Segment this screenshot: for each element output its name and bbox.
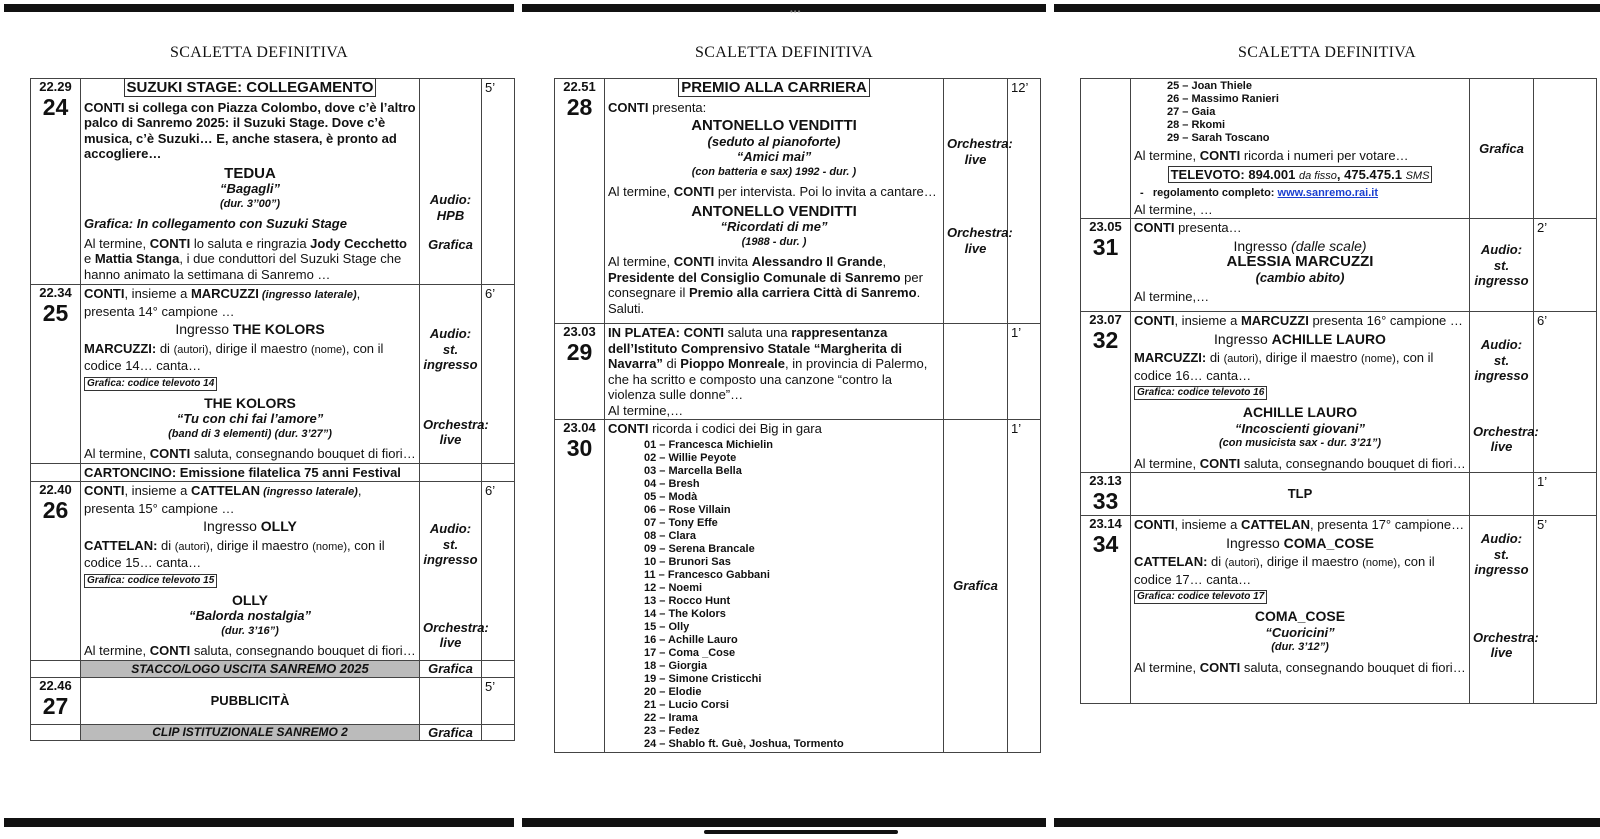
graphics-tag: Grafica: codice televoto 17	[1134, 590, 1267, 604]
time-cell: 22.40 26	[31, 482, 81, 661]
content-cell: 25 – Joan Thiele 26 – Massimo Ranieri 27 – Gaia 28 – Rkomi 29 – Sarah Toscano Al termine, CONTI ricorda i numeri per votare… TELEVOTO: 894.001 da fisso, 475.475.1 SMS - regolamento completo: www.sanremo.rai.it Al termine, …	[1131, 79, 1470, 219]
content-cell: CONTI, insieme a CATTELAN (ingresso laterale), presenta 15° campione … Ingresso OLLY CATTELAN: di (autori), dirige il maestro (nome), con il codice 15… canta… Grafica: codice televoto 15 OLLY “Balorda nostalgia” (dur. 3’16”) Al termine, CONTI saluta, consegnando bouquet di fiori…	[81, 482, 420, 661]
side-cell: Audio: st. ingresso	[1470, 219, 1534, 312]
content-cell: CONTI, insieme a CATTELAN, presenta 17° campione… Ingresso COMA_COSE CATTELAN: di (autori), dirige il maestro (nome), con il codice 17… canta… Grafica: codice televoto 17 COMA_COSE “Cuoricini” (dur. 3’12”) Al termine, CONTI saluta, consegnando bouquet di fiori…	[1131, 516, 1470, 704]
list-item: 17 – Coma _Cose	[644, 646, 736, 659]
duration-cell: 6’	[482, 285, 515, 464]
page2-bottom-bar	[522, 818, 1046, 827]
big-codes-list	[1134, 80, 1466, 145]
duration-cell: 1’	[1008, 324, 1041, 420]
list-item: 25 – Joan Thiele	[1167, 80, 1252, 92]
list-item: 23 – Fedez	[644, 724, 700, 737]
duration-cell: 5’	[482, 677, 515, 724]
stacco-label: STACCO/LOGO USCITA SANREMO 2025	[81, 660, 420, 677]
list-item: 09 – Serena Brancale	[644, 542, 755, 555]
table-row: STACCO/LOGO USCITA SANREMO 2025 Grafica	[31, 660, 515, 677]
duration-cell: 2’	[1534, 219, 1597, 312]
graphics-tag: Grafica: codice televoto 16	[1134, 386, 1267, 400]
page-title: SCALETTA DEFINITIVA	[170, 44, 348, 61]
schedule-table	[30, 78, 515, 741]
list-item: 12 – Noemi	[644, 581, 703, 594]
list-item: 10 – Brunori Sas	[644, 555, 731, 568]
side-cell: Audio: st. ingresso Orchestra: live	[1470, 516, 1534, 704]
table-row	[1081, 312, 1597, 473]
duration-cell: 5’	[1534, 516, 1597, 704]
page-title: SCALETTA DEFINITIVA	[1238, 44, 1416, 61]
duration-cell: 1’	[1534, 473, 1597, 516]
side-cell: Audio: st. ingresso Orchestra: live	[420, 482, 482, 661]
list-item: 22 – Irama	[644, 711, 698, 724]
time-cell: 22.34 25	[31, 285, 81, 464]
list-item: 29 – Sarah Toscano	[1167, 132, 1270, 144]
content-cell: CONTI, insieme a MARCUZZI (ingresso laterale), presenta 14° campione … Ingresso THE KOLORS MARCUZZI: di (autori), dirige il maestro (nome), con il codice 14… canta… Grafica: codice televoto 14 THE KOLORS “Tu con chi fai l’amore” (band di 3 elementi) (dur. 3’27”) Al termine, CONTI saluta, consegnando bouquet di fiori…	[81, 285, 420, 464]
table-row	[555, 324, 1041, 420]
duration-cell: 12’	[1008, 79, 1041, 324]
list-item: 07 – Tony Effe	[644, 516, 718, 529]
duration-cell: 6’	[1534, 312, 1597, 473]
content-cell: SUZUKI STAGE: COLLEGAMENTO CONTI si collega con Piazza Colombo, dove c’è l’altro palco di Sanremo 2025: il Suzuki Stage. Dove c’è musica, c’è Suzuki… E, anche stasera, è pronto ad accogliere… TEDUA “Bagagli” (dur. 3’’00”) Grafica: In collegamento con Suzuki Stage Al termine, CONTI lo saluta e ringrazia Jody Cecchetto e Mattia Stanga, i due conduttori del Suzuki Stage che hanno animato la settimana di Sanremo …	[81, 79, 420, 285]
table-row	[1081, 219, 1597, 312]
time-cell: 23.04 30	[555, 420, 605, 753]
list-item: 26 – Massimo Ranieri	[1167, 93, 1279, 105]
cartoncino-label: CARTONCINO: Emissione filatelica 75 anni Festival	[81, 463, 420, 482]
side-cell: Audio: HPB Grafica	[420, 79, 482, 285]
list-item: 02 – Willie Peyote	[644, 451, 737, 464]
duration-cell: 1’	[1008, 420, 1041, 753]
tlp-title: TLP	[1131, 473, 1470, 516]
side-cell: Grafica	[1470, 79, 1534, 219]
home-indicator[interactable]	[704, 830, 898, 834]
table-row	[1081, 473, 1597, 516]
page-1[interactable]	[4, 0, 514, 800]
list-item: 15 – Olly	[644, 620, 690, 633]
page3-bottom-bar	[1054, 818, 1600, 827]
page-3[interactable]	[1054, 0, 1600, 800]
list-item: 05 – Modà	[644, 490, 698, 503]
time-cell: 23.05 31	[1081, 219, 1131, 312]
page-title: SCALETTA DEFINITIVA	[695, 44, 873, 61]
side-cell: Grafica	[944, 420, 1008, 753]
time-cell: 22.46 27	[31, 677, 81, 724]
list-item: 08 – Clara	[644, 529, 696, 542]
regolamento-link[interactable]: www.sanremo.rai.it	[1277, 187, 1378, 199]
list-item: 24 – Shablo ft. Guè, Joshua, Tormento	[644, 737, 844, 750]
content-cell: IN PLATEA: CONTI saluta una rappresentanza dell’Istituto Comprensivo Statale “Margherita di Navarra” di Pioppo Monreale, in provincia di Palermo, che ha scritto e composto una canzone “contro la violenza sulle donne”… Al termine,…	[605, 324, 944, 420]
time-cell: 23.07 32	[1081, 312, 1131, 473]
table-row	[31, 79, 515, 285]
time-cell: 23.03 29	[555, 324, 605, 420]
duration-cell: 5’	[482, 79, 515, 285]
time-cell: 22.29 24	[31, 79, 81, 285]
page1-bottom-bar	[4, 818, 514, 827]
list-item: 18 – Giorgia	[644, 659, 707, 672]
list-item: 21 – Lucio Corsi	[644, 698, 729, 711]
side-cell: Orchestra: live Orchestra: live	[944, 79, 1008, 324]
time-cell: 22.51 28	[555, 79, 605, 324]
table-row	[31, 285, 515, 464]
clip-label: CLIP ISTITUZIONALE SANREMO 2	[81, 724, 420, 740]
list-item: 16 – Achille Lauro	[644, 633, 738, 646]
list-item: 14 – The Kolors	[644, 607, 726, 620]
table-row	[1081, 516, 1597, 704]
content-cell: CONTI ricorda i codici dei Big in gara 01 – Francesca Michielin 02 – Willie Peyote 03 – Marcella Bella 04 – Bresh 05 – Modà 06 – Rose Villain 07 – Tony Effe 08 – Clara 09 – Serena Brancale 10 – Brunori Sas 11 – Francesco Gabbani 12 – Noemi 13 – Rocco Hunt 14 – The Kolors 15 – Olly 16 – Achille Lauro 17 – Coma _Cose 18 – Giorgia 19 – Simone Cristicchi 20 – Elodie 21 – Lucio Corsi 22 – Irama 23 – Fedez 24 – Shablo ft. Guè, Joshua, Tormento	[605, 420, 944, 753]
graphics-tag: Grafica: codice televoto 15	[84, 574, 217, 588]
list-item: 27 – Gaia	[1167, 106, 1216, 118]
advert-title: PUBBLICITÀ	[81, 677, 420, 724]
table-row	[31, 677, 515, 724]
table-row	[31, 463, 515, 482]
list-item: 01 – Francesca Michielin	[644, 438, 774, 451]
list-item: 06 – Rose Villain	[644, 503, 731, 516]
list-item: 20 – Elodie	[644, 685, 702, 698]
list-item: 04 – Bresh	[644, 477, 700, 490]
table-row	[31, 482, 515, 661]
duration-cell: 6’	[482, 482, 515, 661]
drag-handle-icon[interactable]: •••	[790, 7, 802, 16]
table-row	[555, 420, 1041, 753]
content-cell: PREMIO ALLA CARRIERA CONTI presenta: ANTONELLO VENDITTI (seduto al pianoforte) “Amici mai” (con batteria e sax) 1992 - dur. ) Al termine, CONTI per intervista. Poi lo invita a cantare… ANTONELLO VENDITTI “Ricordati di me” (1988 - dur. ) Al termine, CONTI invita Alessandro Il Grande, Presidente del Consiglio Comunale di Sanremo per consegnare il Premio alla carriera Città di Sanremo. Saluti.	[605, 79, 944, 324]
table-row	[555, 79, 1041, 324]
side-cell: Audio: st. ingresso Orchestra: live	[420, 285, 482, 464]
schedule-table	[554, 78, 1041, 753]
list-item: 03 – Marcella Bella	[644, 464, 742, 477]
graphics-tag: Grafica: codice televoto 14	[84, 377, 217, 391]
list-item: 19 – Simone Cristicchi	[644, 672, 762, 685]
page-2[interactable]	[522, 0, 1046, 800]
table-row: CLIP ISTITUZIONALE SANREMO 2 Grafica	[31, 724, 515, 740]
list-item: 11 – Francesco Gabbani	[644, 568, 770, 581]
time-cell: 23.14 34	[1081, 516, 1131, 704]
table-row	[1081, 79, 1597, 219]
time-cell: 23.13 33	[1081, 473, 1131, 516]
content-cell: CONTI presenta… Ingresso (dalle scale) ALESSIA MARCUZZI (cambio abito) Al termine,…	[1131, 219, 1470, 312]
list-item: 13 – Rocco Hunt	[644, 594, 731, 607]
big-codes-list	[608, 439, 940, 751]
side-cell: Audio: st. ingresso Orchestra: live	[1470, 312, 1534, 473]
content-cell: CONTI, insieme a MARCUZZI presenta 16° campione … Ingresso ACHILLE LAURO MARCUZZI: di (autori), dirige il maestro (nome), con il codice 16… canta… Grafica: codice televoto 16 ACHILLE LAURO “Incoscienti giovani” (con musicista sax - dur. 3’21”) Al termine, CONTI saluta, consegnando bouquet di fiori…	[1131, 312, 1470, 473]
list-item: 28 – Rkomi	[1167, 119, 1226, 131]
schedule-table	[1080, 78, 1597, 704]
